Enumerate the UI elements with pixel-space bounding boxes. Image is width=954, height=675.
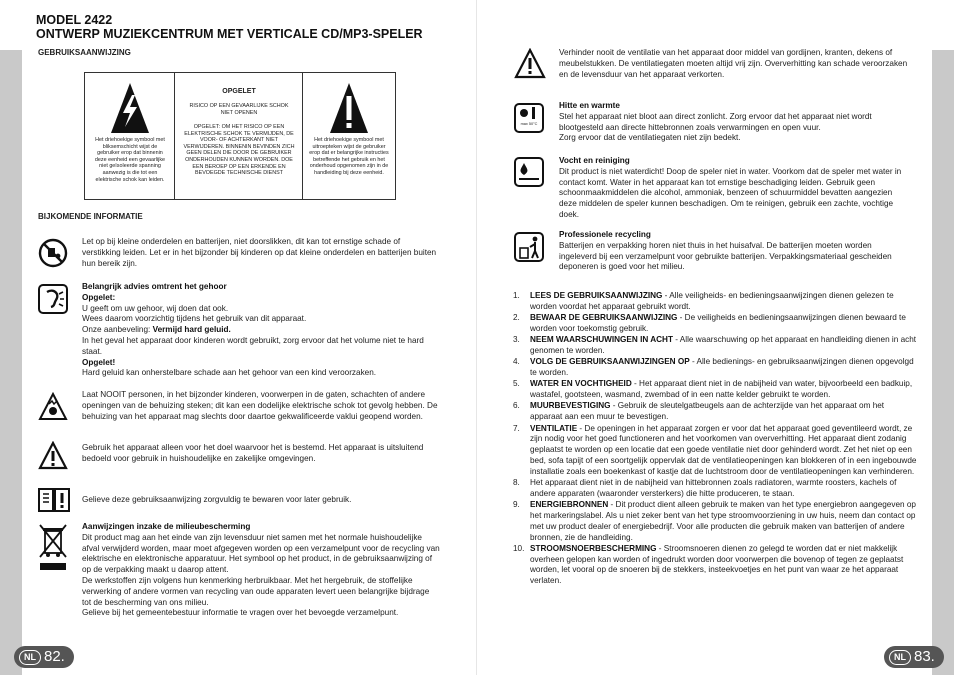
- language-badge-right: NL: [889, 650, 911, 665]
- environment-p1: Dit product mag aan het einde van zijn levensduur niet samen met het normale huishoudelijke afval verwijderd worden, maar moet afgegeven worden op een verzamelpunt voor de recycling van elektrische en elektronische apparatuur. Het symbool op het product, in de gebruiksaanwijzing of op de verpakking maakt u daarop attent.: [82, 532, 440, 575]
- product-subtitle: ONTWERP MUZIEKCENTRUM MET VERTICALE CD/MP3-SPELER: [36, 27, 423, 41]
- warning-center-title: OPGELET: [222, 88, 256, 95]
- language-badge-left: NL: [19, 650, 41, 665]
- hearing-title: Belangrijk advies omtrent het gehoor: [82, 282, 227, 291]
- list-item: [513, 424, 917, 478]
- list-item-text: - Dit product dient alleen gebruik te maken van het type energiebron aangegeven op het markeringslabel. Als u niet zeker bent van het type stroomvoorziening in uw huis, neem dan contact op met uw product dealer of energiebedrijf. Voor alle producten die gebruik maken van batterijen of andere bronnen, zie de handleiding.: [530, 500, 916, 542]
- page-badge-left: [14, 646, 74, 668]
- environment-p3: Gelieve bij het gemeentebestuur informatie te vragen over het bevoegde verzamelpunt.: [82, 608, 399, 618]
- electric-shock-icon: [38, 392, 68, 422]
- hearing-caution-1: Opgelet:: [82, 292, 116, 302]
- warning-triangle-icon: [38, 441, 68, 471]
- moisture-text: Dit product is niet waterdicht! Doop de speler niet in water. Voorkom dat de speler met water in contact komt. Water in het apparaat kan tot ernstige beschadiging leiden. Gebruik geen schoonmaakmiddelen die alcohol, ammoniak, benzeen of schuurmiddel bevatten aangezien deze middelen de speler kunnen beschadigen. Om te reinigen, gebruik een zachte, vochtige doek.: [559, 166, 902, 219]
- page-number-left: 82.: [44, 648, 65, 665]
- warning-col-exclaim: [303, 73, 395, 199]
- weee-bin-icon: [38, 523, 68, 571]
- list-item-text: Het apparaat dient niet in de nabijheid van hittebronnen zoals radiatoren, warmte roosters, kachels of andere apparaten (waaronder versterkers) die hitte produceren, te staan.: [530, 478, 897, 498]
- section-heading-usage: GEBRUIKSAANWIJZING: [38, 48, 131, 57]
- list-item-text: - Gebruik de sleutelgatbeugels aan de achterzijde van het apparaat om het apparaat aan een muur te bevestigen.: [530, 401, 885, 422]
- page-badge-right: [884, 646, 944, 668]
- hearing-line-3: In het geval het apparaat door kinderen wordt gebruikt, zorg ervoor dat het volume niet te hard staat.: [82, 335, 424, 356]
- hearing-line-2: Wees daarom voorzichtig tijdens het gebruik van dit apparaat.: [82, 314, 307, 324]
- intended-use-text: Gebruik het apparaat alleen voor het doel waarvoor het is bestemd. Het apparaat is uitsluitend bedoeld voor gebruik in huishoudelijke en zakelijke omgevingen.: [82, 443, 424, 463]
- hearing-line-4: Hard geluid kan onherstelbare schade aan het gehoor van een kind veroorzaken.: [82, 368, 377, 378]
- heat-thermometer-icon: [514, 103, 544, 133]
- warning-center-line2: NIET OPENEN: [220, 110, 258, 116]
- heat-max-label: max 50°C: [520, 122, 538, 126]
- heat-text: Stel het apparaat niet bloot aan direct zonlicht. Zorg ervoor dat het apparaat niet wordt blootgesteld aan directe hittebronnen zoals verwarmingen en open vuur. Zorg ervoor dat de ventilatiegaten niet zijn bedekt.: [559, 111, 872, 143]
- list-item-text: - De openingen in het apparaat zorgen er voor dat het apparaat goed geventileerd wordt, ze zijn nodig voor het goed functioneren and het voorkomen van oververhitting. Het apparaat dient zodanig geplaatst te worden op een locatie dat een goede ventilatie niet door gehinderd wordt. Zet het niet op een bed, sofa tapijt of een soortgelijk oppervlak dat de ventilatieopeningen kan blokkeren of in een ingebouwde installatie zoals een boekenkast of kastje dat de luchtstroom door de ventilatieopeningen kan verhinderen.: [530, 423, 917, 476]
- list-item: [513, 401, 917, 423]
- list-item-number: 5.: [513, 379, 520, 389]
- page-number-right: 83.: [914, 648, 935, 665]
- section-heading-info: BIJKOMENDE INFORMATIE: [38, 212, 143, 221]
- children-warning-text: Let op bij kleine onderdelen en batterijen, niet doorslikken, dit kan tot ernstige schade of verstikking leiden. Let er in het bijzonder bij kinderen op dat kleine onderdelen en batterijen buiten hun bereik zijn.: [82, 237, 437, 268]
- list-item-heading: VENTILATIE: [530, 423, 578, 433]
- list-item-text: - De veiligheids en bedieningsaanwijzingen dienen bewaard te worden voor toekomstig gebruik.: [530, 313, 906, 333]
- hearing-advice: Onze aanbeveling: Vermijd hard geluid.: [82, 325, 231, 335]
- recycling-text: Batterijen en verpakking horen niet thuis in het huisafval. De batterijen moeten worden ingeleverd bij een verzamelpunt voor gebruikte batterijen. Verpakkingsmateriaal gescheiden deponeren is goed voor het milieu.: [559, 240, 892, 272]
- list-item: [513, 357, 917, 379]
- list-item-heading: VOLG DE GEBRUIKSAANWIJZINGEN OP: [530, 357, 690, 367]
- list-item: [513, 379, 917, 401]
- warning-col-center: [175, 73, 303, 199]
- lightning-triangle-icon: [109, 81, 151, 135]
- manual-exclamation-icon: [38, 487, 70, 513]
- list-item: [513, 335, 917, 357]
- safety-warning-box: [84, 72, 396, 200]
- list-item: [513, 478, 917, 500]
- never-insert-text: Laat NOOIT personen, in het bijzonder kinderen, voorwerpen in de gaten, schachten of andere openingen van de behuizing steken; dit kan een dodelijke elektrische schok tot gevolg hebben. De behuizing van het apparaat mag slechts door daartoe gekwalificeerde vaklui geopend worden.: [82, 390, 438, 421]
- hearing-warning-icon: [38, 284, 68, 314]
- list-item-text: - Het apparaat dient niet in de nabijheid van water, bijvoorbeeld een badkuip, wastafel, gootsteen, wasmand, zwembad of in een natte kelder gebruikt te worden.: [530, 379, 913, 400]
- list-item-number: 4.: [513, 357, 520, 367]
- list-item: [513, 313, 917, 335]
- ventilation-text: Verhinder nooit de ventilatie van het apparaat door middel van gordijnen, kranten, dekens of meubelstukken. De ventilatiegaten moeten altijd vrij zijn. Oververhitting kan schade veroorzaken en de levensduur van het apparaat verkorten.: [559, 48, 908, 79]
- lightning-caption: Het driehoekige symbool met bliksemschicht wijst de gebruiker erop dat binnenin deze eenheid een gevaarlijke niet geïsoleerde spanning aanwezig is die tot een elektrische schok kan leiden.: [94, 137, 166, 183]
- recycling-title: Professionele recycling: [559, 230, 651, 239]
- environment-title: Aanwijzingen inzake de milieubescherming: [82, 522, 251, 531]
- list-item-number: 1.: [513, 291, 520, 300]
- list-item-number: 9.: [513, 500, 520, 510]
- list-item-heading: ENERGIEBRONNEN: [530, 500, 609, 510]
- list-item-text: - Stroomsnoeren dienen zo gelegd te worden dat er niet makkelijk overheen gelopen kan worden of ingedrukt worden door voorwerpen die bovenop of tegen ze geplaatst worden, let vooral op de snoeren bij de stekkers, insteekvoetjes en het punt van waar ze het apparaat verlaten.: [530, 543, 904, 586]
- no-children-icon: [38, 238, 68, 268]
- safety-instructions-list: [513, 291, 917, 588]
- warning-center-line1: RISICO OP EEN GEVAARLIJKE SCHOK: [189, 103, 289, 109]
- list-item-number: 6.: [513, 401, 520, 411]
- model-title: MODEL 2422: [36, 13, 113, 27]
- list-item-number: 7.: [513, 423, 520, 433]
- list-item-heading: BEWAAR DE GEBRUIKSAANWIJZING: [530, 313, 678, 323]
- hearing-caution-2: Opgelet!: [82, 357, 116, 367]
- moisture-drop-icon: [514, 157, 544, 187]
- list-item-text: - Alle veiligheids- en bedieningsaanwijzingen dienen gelezen te worden voordat het apparaat gebruikt wordt.: [530, 291, 894, 311]
- environment-p2: De werkstoffen zijn volgens hun kenmerking herbruikbaar. Met het hergebruik, de stoffelijke verwerking of andere vormen van recycling van oude apparaten levert ueen belangrijke bijdrage tot de bescherming van ons milieu.: [82, 575, 430, 607]
- recycling-section: [559, 230, 911, 273]
- exclaim-caption: Het driehoekige symbool met uitroepteken wijst de gebruiker erop dat er belangrijke instructies betreffende het gebruik en het onderhoud opgenomen zijn in de handleiding bij deze eenheid.: [309, 137, 389, 176]
- keep-manual-text: Gelieve deze gebruiksaanwijzing zorgvuldig te bewaren voor later gebruik.: [82, 495, 352, 504]
- list-item: [513, 291, 917, 313]
- right-margin-bar: [932, 50, 954, 675]
- list-item-heading: STROOMSNOERBESCHERMING: [530, 543, 657, 553]
- warning-col-lightning: [85, 73, 175, 199]
- warning-center-body: OPGELET: OM HET RISICO OP EEN ELEKTRISCHE SCHOK TE VERMIJDEN, DE VOOR- OF ACHTERKANT NIET VERWIJDEREN. BINNENIN BEVINDEN ZICH GEEN DELEN DIE DOOR DE GEBRUIKER ONDERHOUDEN KUNNEN WORDEN. DOE EEN BEROEP OP EEN ERKENDE EN BEVOEGDE TECHNISCHE DIENST: [183, 124, 295, 177]
- left-margin-bar: [0, 50, 22, 675]
- list-item-number: 10.: [513, 543, 525, 553]
- hearing-section: [82, 282, 440, 379]
- environment-section: [82, 522, 440, 619]
- list-item-heading: LEES DE GEBRUIKSAANWIJZING: [530, 291, 663, 300]
- recycling-person-icon: [514, 232, 544, 262]
- list-item-number: 3.: [513, 335, 520, 345]
- hearing-line-1: U geeft om uw gehoor, wij doen dat ook.: [82, 303, 229, 313]
- moisture-title: Vocht en reiniging: [559, 156, 630, 165]
- list-item-heading: NEEM WAARSCHUWINGEN IN ACHT: [530, 335, 673, 345]
- page-spread-divider: [476, 0, 477, 675]
- list-item-number: 8.: [513, 478, 520, 488]
- ventilation-warning-icon: [514, 48, 546, 80]
- list-item-heading: MUURBEVESTIGING: [530, 401, 611, 411]
- moisture-section: [559, 156, 911, 221]
- list-item: [513, 500, 917, 543]
- list-item-heading: WATER EN VOCHTIGHEID: [530, 379, 632, 389]
- exclamation-triangle-icon: [328, 81, 370, 135]
- heat-section: [559, 101, 911, 144]
- list-item-text: - Alle bedienings- en gebruiksaanwijzingen dienen opgevolgd te worden.: [530, 357, 914, 378]
- heat-title: Hitte en warmte: [559, 101, 620, 110]
- list-item: [513, 544, 917, 587]
- list-item-text: - Alle waarschuwing op het apparaat en handleiding dienen in acht genomen te worden.: [530, 335, 917, 355]
- list-item-number: 2.: [513, 313, 520, 323]
